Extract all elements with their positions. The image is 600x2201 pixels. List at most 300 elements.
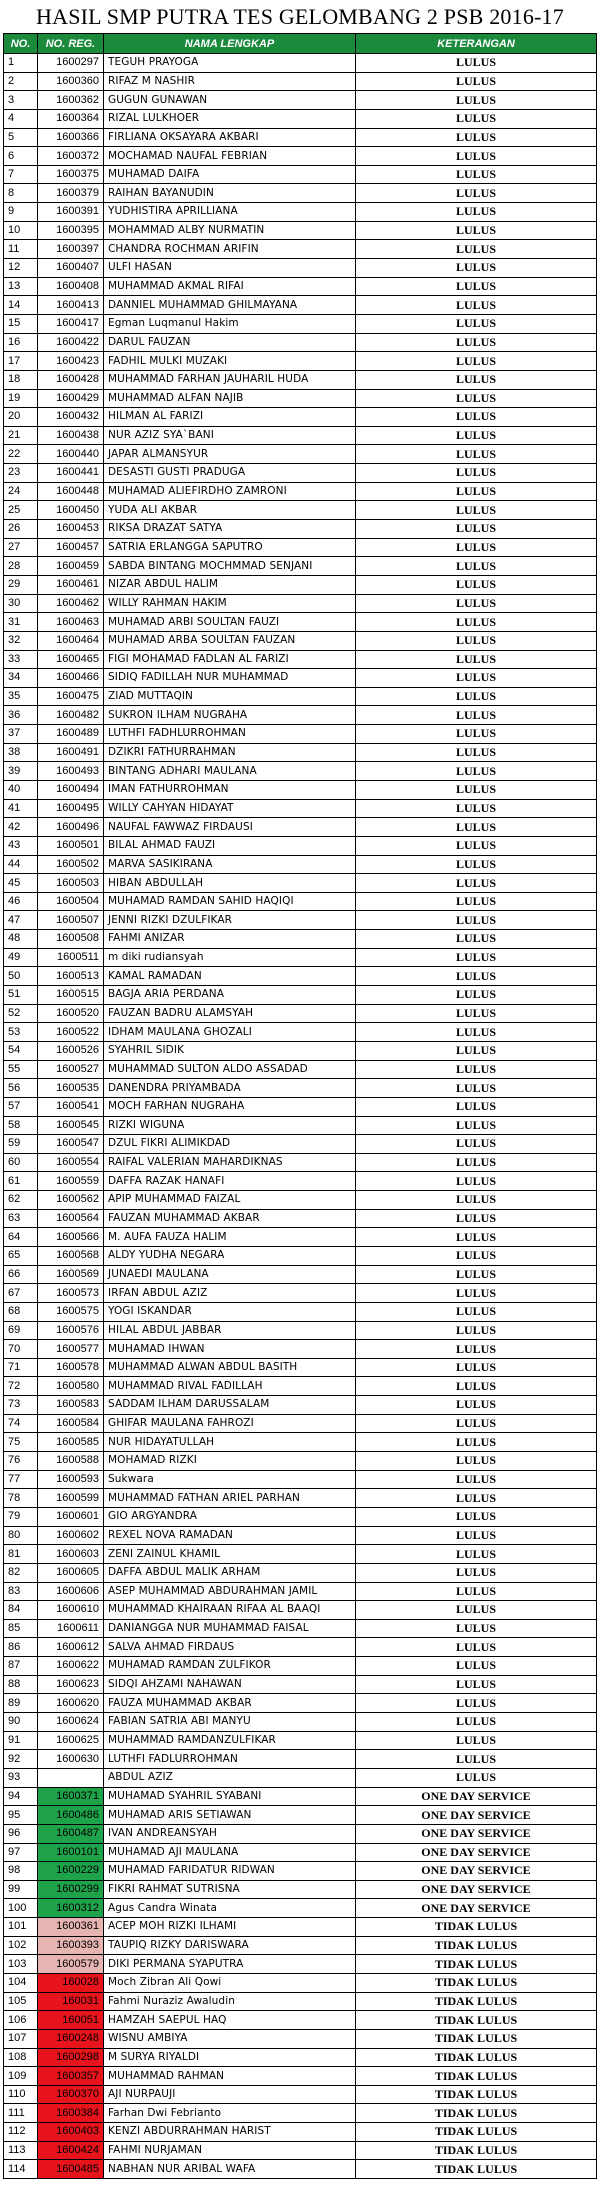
table-row <box>4 1470 597 1489</box>
table-row <box>4 54 597 73</box>
row-number: 78 <box>4 1489 38 1508</box>
result-status: LULUS <box>356 1321 597 1340</box>
result-status: LULUS <box>356 706 597 725</box>
result-status: TIDAK LULUS <box>356 1918 597 1937</box>
table-row <box>4 1507 597 1526</box>
registration-number: 1600432 <box>38 408 104 427</box>
table-row <box>4 147 597 166</box>
column-header-ket: KETERANGAN <box>356 34 597 54</box>
registration-number: 160051 <box>38 2011 104 2030</box>
full-name: APIP MUHAMMAD FAIZAL <box>104 1191 356 1210</box>
table-row <box>4 1247 597 1266</box>
registration-number: 1600620 <box>38 1694 104 1713</box>
full-name: FAUZAN MUHAMMAD AKBAR <box>104 1209 356 1228</box>
full-name: Fahmi Nuraziz Awaludin <box>104 1992 356 2011</box>
registration-number: 1600622 <box>38 1657 104 1676</box>
full-name: MUHAMMAD FARHAN JAUHARIL HUDA <box>104 370 356 389</box>
table-row <box>4 2160 597 2179</box>
result-status: LULUS <box>356 1601 597 1620</box>
registration-number: 1600422 <box>38 333 104 352</box>
table-row <box>4 1284 597 1303</box>
result-status: LULUS <box>356 743 597 762</box>
row-number: 79 <box>4 1507 38 1526</box>
result-status: LULUS <box>356 1526 597 1545</box>
table-row <box>4 930 597 949</box>
full-name: FAHMI NURJAMAN <box>104 2141 356 2160</box>
row-number: 64 <box>4 1228 38 1247</box>
row-number: 68 <box>4 1302 38 1321</box>
table-row <box>4 1023 597 1042</box>
registration-number <box>38 1768 104 1787</box>
result-status: LULUS <box>356 855 597 874</box>
table-row <box>4 501 597 520</box>
result-status: LULUS <box>356 128 597 147</box>
table-row <box>4 557 597 576</box>
full-name: WILLY CAHYAN HIDAYAT <box>104 799 356 818</box>
result-status: LULUS <box>356 259 597 278</box>
row-number: 44 <box>4 855 38 874</box>
table-row <box>4 780 597 799</box>
table-row <box>4 986 597 1005</box>
full-name: DARUL FAUZAN <box>104 333 356 352</box>
registration-number: 1600494 <box>38 780 104 799</box>
full-name: HILMAN AL FARIZI <box>104 408 356 427</box>
registration-number: 1600579 <box>38 1955 104 1974</box>
full-name: ACEP MOH RIZKI ILHAMI <box>104 1918 356 1937</box>
result-status: LULUS <box>356 72 597 91</box>
registration-number: 1600448 <box>38 482 104 501</box>
result-status: LULUS <box>356 557 597 576</box>
row-number: 85 <box>4 1619 38 1638</box>
full-name: DAFFA ABDUL MALIK ARHAM <box>104 1563 356 1582</box>
full-name: NUR HIDAYATULLAH <box>104 1433 356 1452</box>
row-number: 34 <box>4 669 38 688</box>
full-name: SABDA BINTANG MOCHMMAD SENJANI <box>104 557 356 576</box>
registration-number: 1600603 <box>38 1545 104 1564</box>
row-number: 1 <box>4 54 38 73</box>
table-row <box>4 538 597 557</box>
full-name: MUHAMMAD RIVAL FADILLAH <box>104 1377 356 1396</box>
table-row <box>4 1004 597 1023</box>
registration-number: 1600462 <box>38 594 104 613</box>
registration-number: 1600379 <box>38 184 104 203</box>
table-row <box>4 1191 597 1210</box>
result-status: LULUS <box>356 1079 597 1098</box>
table-row <box>4 874 597 893</box>
result-status: LULUS <box>356 1582 597 1601</box>
registration-number: 1600248 <box>38 2029 104 2048</box>
table-row <box>4 1321 597 1340</box>
row-number: 74 <box>4 1414 38 1433</box>
full-name: YUDHISTIRA APRILLIANA <box>104 203 356 222</box>
full-name: RIKSA DRAZAT SATYA <box>104 520 356 539</box>
registration-number: 1600562 <box>38 1191 104 1210</box>
registration-number: 1600578 <box>38 1358 104 1377</box>
result-status: LULUS <box>356 986 597 1005</box>
registration-number: 1600541 <box>38 1097 104 1116</box>
registration-number: 1600577 <box>38 1340 104 1359</box>
result-status: LULUS <box>356 594 597 613</box>
registration-number: 1600547 <box>38 1135 104 1154</box>
table-row <box>4 706 597 725</box>
row-number: 114 <box>4 2160 38 2179</box>
registration-number: 1600428 <box>38 370 104 389</box>
result-status: LULUS <box>356 54 597 73</box>
table-row <box>4 221 597 240</box>
table-row <box>4 72 597 91</box>
row-number: 70 <box>4 1340 38 1359</box>
registration-number: 1600575 <box>38 1302 104 1321</box>
full-name: Sukwara <box>104 1470 356 1489</box>
full-name: BINTANG ADHARI MAULANA <box>104 762 356 781</box>
table-row <box>4 1209 597 1228</box>
full-name: MUHAMMAD RAHMAN <box>104 2067 356 2086</box>
result-status: LULUS <box>356 930 597 949</box>
table-row <box>4 631 597 650</box>
table-row <box>4 1041 597 1060</box>
row-number: 31 <box>4 613 38 632</box>
full-name: GHIFAR MAULANA FAHROZI <box>104 1414 356 1433</box>
result-status: LULUS <box>356 538 597 557</box>
row-number: 58 <box>4 1116 38 1135</box>
full-name: MUHAMMAD FATHAN ARIEL PARHAN <box>104 1489 356 1508</box>
full-name: Agus Candra Winata <box>104 1899 356 1918</box>
full-name: Moch Zibran Ali Qowi <box>104 1973 356 1992</box>
full-name: ZIAD MUTTAQIN <box>104 687 356 706</box>
result-status: LULUS <box>356 1172 597 1191</box>
result-status: LULUS <box>356 780 597 799</box>
full-name: WILLY RAHMAN HAKIM <box>104 594 356 613</box>
row-number: 63 <box>4 1209 38 1228</box>
registration-number: 1600297 <box>38 54 104 73</box>
result-status: LULUS <box>356 725 597 744</box>
registration-number: 1600450 <box>38 501 104 520</box>
result-status: LULUS <box>356 669 597 688</box>
full-name: Farhan Dwi Febrianto <box>104 2104 356 2123</box>
table-row <box>4 2048 597 2067</box>
registration-number: 1600493 <box>38 762 104 781</box>
result-status: TIDAK LULUS <box>356 2011 597 2030</box>
row-number: 16 <box>4 333 38 352</box>
registration-number: 1600465 <box>38 650 104 669</box>
table-row <box>4 370 597 389</box>
full-name: NABHAN NUR ARIBAL WAFA <box>104 2160 356 2179</box>
result-status: LULUS <box>356 501 597 520</box>
table-row <box>4 333 597 352</box>
result-status: LULUS <box>356 1284 597 1303</box>
row-number: 69 <box>4 1321 38 1340</box>
result-status: LULUS <box>356 1116 597 1135</box>
registration-number: 1600584 <box>38 1414 104 1433</box>
registration-number: 1600459 <box>38 557 104 576</box>
full-name: DANIANGGA NUR MUHAMMAD FAISAL <box>104 1619 356 1638</box>
full-name: DANNIEL MUHAMMAD GHILMAYANA <box>104 296 356 315</box>
registration-number: 1600366 <box>38 128 104 147</box>
result-status: LULUS <box>356 1135 597 1154</box>
row-number: 23 <box>4 464 38 483</box>
table-row <box>4 314 597 333</box>
table-row <box>4 762 597 781</box>
registration-number: 1600507 <box>38 911 104 930</box>
result-status: LULUS <box>356 650 597 669</box>
result-status: LULUS <box>356 1657 597 1676</box>
registration-number: 1600583 <box>38 1396 104 1415</box>
table-row <box>4 1358 597 1377</box>
table-row <box>4 948 597 967</box>
row-number: 71 <box>4 1358 38 1377</box>
table-row <box>4 1918 597 1937</box>
registration-number: 1600623 <box>38 1675 104 1694</box>
registration-number: 1600566 <box>38 1228 104 1247</box>
table-row <box>4 1675 597 1694</box>
table-row <box>4 1806 597 1825</box>
result-status: LULUS <box>356 631 597 650</box>
full-name: FIGI MOHAMAD FADLAN AL FARIZI <box>104 650 356 669</box>
full-name: DZIKRI FATHURRAHMAN <box>104 743 356 762</box>
row-number: 9 <box>4 203 38 222</box>
result-status: TIDAK LULUS <box>356 2141 597 2160</box>
result-status: TIDAK LULUS <box>356 1992 597 2011</box>
full-name: MARVA SASIKIRANA <box>104 855 356 874</box>
row-number: 107 <box>4 2029 38 2048</box>
row-number: 98 <box>4 1862 38 1881</box>
full-name: SALVA AHMAD FIRDAUS <box>104 1638 356 1657</box>
registration-number: 1600502 <box>38 855 104 874</box>
row-number: 50 <box>4 967 38 986</box>
registration-number: 1600522 <box>38 1023 104 1042</box>
table-row <box>4 1619 597 1638</box>
result-status: LULUS <box>356 1675 597 1694</box>
result-status: LULUS <box>356 1060 597 1079</box>
table-row <box>4 1899 597 1918</box>
result-status: LULUS <box>356 1470 597 1489</box>
registration-number: 1600417 <box>38 314 104 333</box>
table-row <box>4 482 597 501</box>
registration-number: 1600487 <box>38 1824 104 1843</box>
table-row <box>4 818 597 837</box>
registration-number: 1600229 <box>38 1862 104 1881</box>
result-status: LULUS <box>356 1731 597 1750</box>
registration-number: 1600441 <box>38 464 104 483</box>
registration-number: 1600370 <box>38 2085 104 2104</box>
full-name: GIO ARGYANDRA <box>104 1507 356 1526</box>
result-status: TIDAK LULUS <box>356 2104 597 2123</box>
full-name: MUHAMAD ALIEFIRDHO ZAMRONI <box>104 482 356 501</box>
result-status: ONE DAY SERVICE <box>356 1824 597 1843</box>
table-row <box>4 1843 597 1862</box>
row-number: 73 <box>4 1396 38 1415</box>
row-number: 101 <box>4 1918 38 1937</box>
result-status: TIDAK LULUS <box>356 1936 597 1955</box>
row-number: 62 <box>4 1191 38 1210</box>
result-status: LULUS <box>356 1638 597 1657</box>
full-name: MOHAMMAD ALBY NURMATIN <box>104 221 356 240</box>
full-name: AJI NURPAUJI <box>104 2085 356 2104</box>
registration-number: 1600630 <box>38 1750 104 1769</box>
table-row <box>4 1955 597 1974</box>
table-row <box>4 725 597 744</box>
registration-number: 1600585 <box>38 1433 104 1452</box>
result-status: ONE DAY SERVICE <box>356 1899 597 1918</box>
result-status: LULUS <box>356 687 597 706</box>
table-row <box>4 1079 597 1098</box>
registration-number: 1600413 <box>38 296 104 315</box>
result-status: ONE DAY SERVICE <box>356 1880 597 1899</box>
row-number: 97 <box>4 1843 38 1862</box>
row-number: 41 <box>4 799 38 818</box>
registration-number: 1600489 <box>38 725 104 744</box>
registration-number: 1600393 <box>38 1936 104 1955</box>
row-number: 36 <box>4 706 38 725</box>
table-row <box>4 203 597 222</box>
row-number: 25 <box>4 501 38 520</box>
table-row <box>4 1265 597 1284</box>
table-row <box>4 1414 597 1433</box>
registration-number: 1600602 <box>38 1526 104 1545</box>
registration-number: 1600569 <box>38 1265 104 1284</box>
row-number: 113 <box>4 2141 38 2160</box>
registration-number: 1600495 <box>38 799 104 818</box>
full-name: MUHAMAD SYAHRIL SYABANI <box>104 1787 356 1806</box>
row-number: 104 <box>4 1973 38 1992</box>
row-number: 83 <box>4 1582 38 1601</box>
registration-number: 1600403 <box>38 2123 104 2142</box>
table-row <box>4 1172 597 1191</box>
row-number: 112 <box>4 2123 38 2142</box>
row-number: 40 <box>4 780 38 799</box>
row-number: 15 <box>4 314 38 333</box>
full-name: HILAL ABDUL JABBAR <box>104 1321 356 1340</box>
result-status: LULUS <box>356 1694 597 1713</box>
result-status: LULUS <box>356 352 597 371</box>
result-status: LULUS <box>356 520 597 539</box>
full-name: SUKRON ILHAM NUGRAHA <box>104 706 356 725</box>
full-name: FIRLIANA OKSAYARA AKBARI <box>104 128 356 147</box>
full-name: MUHAMAD RAMDAN ZULFIKOR <box>104 1657 356 1676</box>
table-row <box>4 1452 597 1471</box>
result-status: LULUS <box>356 1191 597 1210</box>
row-number: 27 <box>4 538 38 557</box>
result-status: LULUS <box>356 370 597 389</box>
registration-number: 1600424 <box>38 2141 104 2160</box>
full-name: MOCHAMAD NAUFAL FEBRIAN <box>104 147 356 166</box>
row-number: 20 <box>4 408 38 427</box>
full-name: ABDUL AZIZ <box>104 1768 356 1787</box>
row-number: 56 <box>4 1079 38 1098</box>
column-header-no: NO. <box>4 34 38 54</box>
row-number: 49 <box>4 948 38 967</box>
full-name: MOHAMAD RIZKI <box>104 1452 356 1471</box>
registration-number: 1600601 <box>38 1507 104 1526</box>
row-number: 13 <box>4 277 38 296</box>
full-name: M SURYA RIYALDI <box>104 2048 356 2067</box>
registration-number: 1600475 <box>38 687 104 706</box>
registration-number: 1600395 <box>38 221 104 240</box>
row-number: 57 <box>4 1097 38 1116</box>
table-header-row <box>4 34 597 54</box>
full-name: MUHAMAD AJI MAULANA <box>104 1843 356 1862</box>
full-name: HAMZAH SAEPUL HAQ <box>104 2011 356 2030</box>
table-row <box>4 109 597 128</box>
row-number: 55 <box>4 1060 38 1079</box>
registration-number: 1600372 <box>38 147 104 166</box>
result-status: LULUS <box>356 482 597 501</box>
row-number: 65 <box>4 1247 38 1266</box>
registration-number: 1600599 <box>38 1489 104 1508</box>
result-status: TIDAK LULUS <box>356 1973 597 1992</box>
row-number: 91 <box>4 1731 38 1750</box>
full-name: REXEL NOVA RAMADAN <box>104 1526 356 1545</box>
full-name: MUHAMAD FARIDATUR RIDWAN <box>104 1862 356 1881</box>
registration-number: 1600624 <box>38 1713 104 1732</box>
table-row <box>4 1787 597 1806</box>
registration-number: 1600391 <box>38 203 104 222</box>
row-number: 90 <box>4 1713 38 1732</box>
registration-number: 1600535 <box>38 1079 104 1098</box>
full-name: RIZKI WIGUNA <box>104 1116 356 1135</box>
table-row <box>4 1713 597 1732</box>
row-number: 59 <box>4 1135 38 1154</box>
registration-number: 1600612 <box>38 1638 104 1657</box>
result-status: LULUS <box>356 1619 597 1638</box>
row-number: 26 <box>4 520 38 539</box>
registration-number: 1600496 <box>38 818 104 837</box>
table-row <box>4 594 597 613</box>
result-status: LULUS <box>356 874 597 893</box>
row-number: 77 <box>4 1470 38 1489</box>
full-name: IDHAM MAULANA GHOZALI <box>104 1023 356 1042</box>
full-name: LUTHFI FADHLURROHMAN <box>104 725 356 744</box>
table-row <box>4 2104 597 2123</box>
full-name: ZENI ZAINUL KHAMIL <box>104 1545 356 1564</box>
row-number: 95 <box>4 1806 38 1825</box>
registration-number: 1600501 <box>38 836 104 855</box>
full-name: DIKI PERMANA SYAPUTRA <box>104 1955 356 1974</box>
registration-number: 1600625 <box>38 1731 104 1750</box>
full-name: FABIAN SATRIA ABI MANYU <box>104 1713 356 1732</box>
table-row <box>4 520 597 539</box>
result-status: LULUS <box>356 1302 597 1321</box>
registration-number: 1600438 <box>38 426 104 445</box>
result-status: TIDAK LULUS <box>356 2029 597 2048</box>
result-status: TIDAK LULUS <box>356 2067 597 2086</box>
row-number: 4 <box>4 109 38 128</box>
row-number: 33 <box>4 650 38 669</box>
row-number: 21 <box>4 426 38 445</box>
table-row <box>4 1638 597 1657</box>
table-row <box>4 426 597 445</box>
result-status: LULUS <box>356 184 597 203</box>
result-status: LULUS <box>356 1340 597 1359</box>
registration-number: 1600466 <box>38 669 104 688</box>
result-status: LULUS <box>356 1228 597 1247</box>
row-number: 52 <box>4 1004 38 1023</box>
row-number: 3 <box>4 91 38 110</box>
table-row <box>4 2123 597 2142</box>
full-name: YUDA ALI AKBAR <box>104 501 356 520</box>
registration-number: 1600384 <box>38 2104 104 2123</box>
full-name: TAUPIQ RIZKY DARISWARA <box>104 1936 356 1955</box>
row-number: 53 <box>4 1023 38 1042</box>
full-name: CHANDRA ROCHMAN ARIFIN <box>104 240 356 259</box>
table-row <box>4 2029 597 2048</box>
registration-number: 1600362 <box>38 91 104 110</box>
row-number: 32 <box>4 631 38 650</box>
result-status: LULUS <box>356 277 597 296</box>
registration-number: 1600486 <box>38 1806 104 1825</box>
registration-number: 1600491 <box>38 743 104 762</box>
registration-number: 1600101 <box>38 1843 104 1862</box>
